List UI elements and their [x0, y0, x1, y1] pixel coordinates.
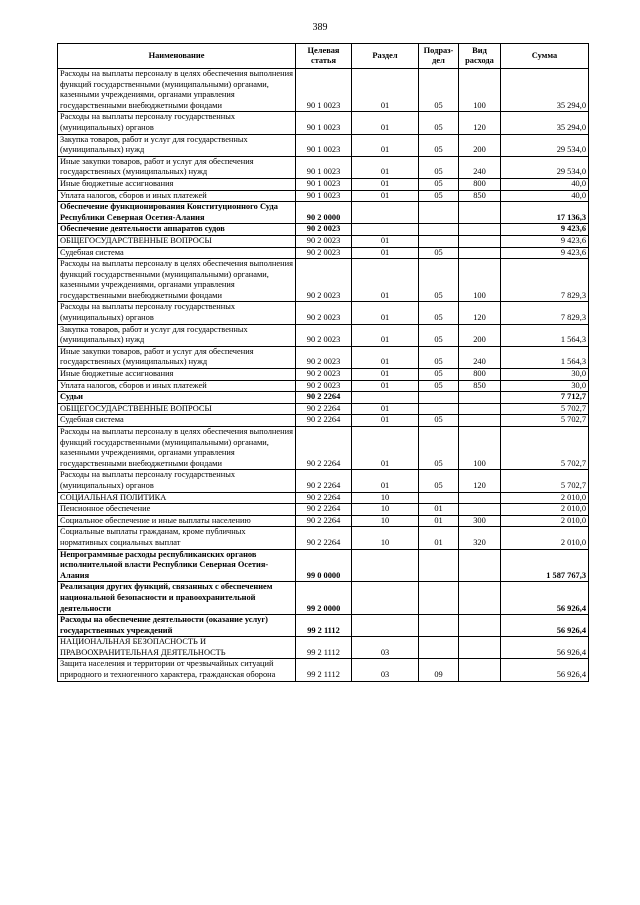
- cell-section: [352, 224, 419, 236]
- cell-section: 01: [352, 69, 419, 112]
- cell-type: [459, 492, 501, 504]
- cell-subsection: 01: [419, 527, 459, 549]
- cell-name: Непрограммные расходы республиканских органов исполнительной власти Республики Северная Осетия-Алания: [58, 549, 296, 582]
- cell-type: 300: [459, 515, 501, 527]
- cell-code: 90 2 0000: [296, 202, 352, 224]
- header-section: Раздел: [352, 44, 419, 69]
- cell-type: [459, 247, 501, 259]
- cell-code: 90 2 0023: [296, 380, 352, 392]
- cell-name: Социальные выплаты гражданам, кроме публичных нормативных социальных выплат: [58, 527, 296, 549]
- cell-section: 10: [352, 492, 419, 504]
- table-row: [58, 659, 589, 681]
- cell-subsection: 05: [419, 369, 459, 381]
- cell-sum: 2 010,0: [501, 492, 589, 504]
- table-row: [58, 427, 589, 470]
- cell-name: Реализация других функций, связанных с обеспечением национальной безопасности и правоохранительной деятельности: [58, 582, 296, 615]
- table-row: [58, 637, 589, 659]
- table-row: [58, 134, 589, 156]
- cell-subsection: 05: [419, 380, 459, 392]
- cell-name: Судьи: [58, 392, 296, 404]
- cell-section: 01: [352, 346, 419, 368]
- cell-sum: 29 534,0: [501, 156, 589, 178]
- cell-subsection: [419, 392, 459, 404]
- cell-subsection: [419, 582, 459, 615]
- cell-sum: 56 926,4: [501, 659, 589, 681]
- table-row: [58, 380, 589, 392]
- cell-sum: 9 423,6: [501, 235, 589, 247]
- cell-subsection: 05: [419, 134, 459, 156]
- cell-sum: 9 423,6: [501, 224, 589, 236]
- cell-sum: 9 423,6: [501, 247, 589, 259]
- cell-type: [459, 235, 501, 247]
- table-row: [58, 224, 589, 236]
- cell-code: 90 1 0023: [296, 178, 352, 190]
- cell-subsection: 05: [419, 190, 459, 202]
- cell-code: 90 2 2264: [296, 427, 352, 470]
- cell-sum: 7 829,3: [501, 302, 589, 324]
- cell-type: 120: [459, 302, 501, 324]
- cell-subsection: 05: [419, 324, 459, 346]
- cell-code: 90 2 0023: [296, 324, 352, 346]
- cell-subsection: 09: [419, 659, 459, 681]
- cell-name: Расходы на выплаты персоналу в целях обеспечения выполнения функций государственными (муниципальными) органами, казенными учреждениями, органами управления государственными внебюджетными фондами: [58, 259, 296, 302]
- table-row: [58, 259, 589, 302]
- cell-type: 100: [459, 427, 501, 470]
- cell-section: 01: [352, 112, 419, 134]
- cell-type: 320: [459, 527, 501, 549]
- cell-name: Расходы на выплаты персоналу государственных (муниципальных) органов: [58, 112, 296, 134]
- cell-type: [459, 504, 501, 516]
- cell-code: 90 2 0023: [296, 259, 352, 302]
- cell-code: 90 2 2264: [296, 492, 352, 504]
- cell-subsection: 05: [419, 156, 459, 178]
- table-row: [58, 112, 589, 134]
- cell-code: 90 2 2264: [296, 504, 352, 516]
- table-row: [58, 190, 589, 202]
- cell-type: [459, 615, 501, 637]
- cell-code: 90 2 0023: [296, 235, 352, 247]
- cell-type: 240: [459, 156, 501, 178]
- header-code: Целевая статья: [296, 44, 352, 69]
- cell-sum: 2 010,0: [501, 504, 589, 516]
- header-subsection: Подраз-дел: [419, 44, 459, 69]
- cell-sum: 1 564,3: [501, 324, 589, 346]
- table-row: [58, 527, 589, 549]
- cell-type: 120: [459, 112, 501, 134]
- cell-subsection: [419, 224, 459, 236]
- cell-section: 10: [352, 527, 419, 549]
- cell-type: 200: [459, 324, 501, 346]
- cell-code: 90 1 0023: [296, 69, 352, 112]
- cell-type: 800: [459, 369, 501, 381]
- cell-name: Обеспечение деятельности аппаратов судов: [58, 224, 296, 236]
- table-row: [58, 470, 589, 492]
- cell-sum: 56 926,4: [501, 582, 589, 615]
- cell-type: 120: [459, 470, 501, 492]
- cell-code: 99 0 0000: [296, 549, 352, 582]
- cell-name: Расходы на выплаты персоналу в целях обеспечения выполнения функций государственными (муниципальными) органами, казенными учреждениями, органами управления государственными внебюджетными фондами: [58, 427, 296, 470]
- cell-code: 90 2 2264: [296, 470, 352, 492]
- table-row: [58, 504, 589, 516]
- cell-section: 01: [352, 403, 419, 415]
- cell-name: Иные бюджетные ассигнования: [58, 178, 296, 190]
- cell-sum: 5 702,7: [501, 470, 589, 492]
- cell-type: 850: [459, 380, 501, 392]
- cell-subsection: 05: [419, 112, 459, 134]
- cell-name: Закупка товаров, работ и услуг для государственных (муниципальных) нужд: [58, 324, 296, 346]
- cell-name: НАЦИОНАЛЬНАЯ БЕЗОПАСНОСТЬ И ПРАВООХРАНИТЕЛЬНАЯ ДЕЯТЕЛЬНОСТЬ: [58, 637, 296, 659]
- cell-section: [352, 582, 419, 615]
- cell-name: Расходы на выплаты персоналу в целях обеспечения выполнения функций государственными (муниципальными) органами, казенными учреждениями, органами управления государственными внебюджетными фондами: [58, 69, 296, 112]
- table-row: [58, 415, 589, 427]
- table-row: [58, 582, 589, 615]
- cell-subsection: [419, 403, 459, 415]
- cell-type: [459, 392, 501, 404]
- cell-type: [459, 403, 501, 415]
- cell-sum: 40,0: [501, 178, 589, 190]
- cell-sum: 5 702,7: [501, 427, 589, 470]
- cell-section: 01: [352, 190, 419, 202]
- cell-sum: 35 294,0: [501, 112, 589, 134]
- cell-sum: 5 702,7: [501, 415, 589, 427]
- cell-code: 90 2 0023: [296, 302, 352, 324]
- cell-type: [459, 415, 501, 427]
- cell-subsection: 05: [419, 415, 459, 427]
- table-row: [58, 369, 589, 381]
- cell-type: [459, 582, 501, 615]
- table-row: [58, 178, 589, 190]
- cell-name: Расходы на выплаты персоналу государственных (муниципальных) органов: [58, 470, 296, 492]
- cell-section: 01: [352, 178, 419, 190]
- cell-type: 100: [459, 259, 501, 302]
- table-row: [58, 324, 589, 346]
- cell-sum: 1 564,3: [501, 346, 589, 368]
- cell-code: 90 2 2264: [296, 392, 352, 404]
- cell-subsection: 01: [419, 504, 459, 516]
- cell-subsection: [419, 637, 459, 659]
- cell-name: Закупка товаров, работ и услуг для государственных (муниципальных) нужд: [58, 134, 296, 156]
- cell-code: 90 2 2264: [296, 527, 352, 549]
- cell-name: Социальное обеспечение и иные выплаты населению: [58, 515, 296, 527]
- cell-subsection: [419, 549, 459, 582]
- cell-name: Обеспечение функционирования Конституционного Суда Республики Северная Осетия-Алания: [58, 202, 296, 224]
- cell-subsection: 05: [419, 178, 459, 190]
- cell-subsection: 05: [419, 470, 459, 492]
- table-row: [58, 615, 589, 637]
- cell-code: 90 2 2264: [296, 415, 352, 427]
- cell-section: 10: [352, 504, 419, 516]
- table-row: [58, 156, 589, 178]
- cell-name: Уплата налогов, сборов и иных платежей: [58, 380, 296, 392]
- cell-type: [459, 224, 501, 236]
- cell-sum: 2 010,0: [501, 527, 589, 549]
- table-row: [58, 492, 589, 504]
- table-row: [58, 235, 589, 247]
- cell-type: [459, 637, 501, 659]
- cell-sum: 1 587 767,3: [501, 549, 589, 582]
- cell-section: 01: [352, 259, 419, 302]
- cell-section: [352, 549, 419, 582]
- cell-name: ОБЩЕГОСУДАРСТВЕННЫЕ ВОПРОСЫ: [58, 403, 296, 415]
- cell-code: 90 2 0023: [296, 346, 352, 368]
- budget-table: [57, 43, 589, 682]
- cell-name: Судебная система: [58, 415, 296, 427]
- cell-name: Расходы на выплаты персоналу государственных (муниципальных) органов: [58, 302, 296, 324]
- cell-code: 90 2 0023: [296, 247, 352, 259]
- cell-section: 01: [352, 415, 419, 427]
- cell-subsection: [419, 615, 459, 637]
- cell-subsection: [419, 235, 459, 247]
- cell-subsection: 05: [419, 259, 459, 302]
- cell-sum: 7 712,7: [501, 392, 589, 404]
- table-row: [58, 302, 589, 324]
- cell-section: 10: [352, 515, 419, 527]
- cell-type: 800: [459, 178, 501, 190]
- header-sum: Сумма: [501, 44, 589, 69]
- cell-section: 01: [352, 324, 419, 346]
- cell-sum: 30,0: [501, 369, 589, 381]
- cell-code: 99 2 1112: [296, 637, 352, 659]
- cell-section: 01: [352, 235, 419, 247]
- cell-sum: 2 010,0: [501, 515, 589, 527]
- cell-name: Расходы на обеспечение деятельности (оказание услуг) государственных учреждений: [58, 615, 296, 637]
- cell-type: 100: [459, 69, 501, 112]
- cell-subsection: 05: [419, 247, 459, 259]
- cell-subsection: 05: [419, 346, 459, 368]
- cell-type: [459, 202, 501, 224]
- cell-code: 90 2 2264: [296, 515, 352, 527]
- cell-name: Иные бюджетные ассигнования: [58, 369, 296, 381]
- header-type: Вид расхода: [459, 44, 501, 69]
- cell-sum: 29 534,0: [501, 134, 589, 156]
- cell-section: 01: [352, 470, 419, 492]
- cell-section: 01: [352, 302, 419, 324]
- table-row: [58, 69, 589, 112]
- cell-code: 90 1 0023: [296, 156, 352, 178]
- cell-type: 200: [459, 134, 501, 156]
- cell-sum: 56 926,4: [501, 637, 589, 659]
- cell-sum: 5 702,7: [501, 403, 589, 415]
- cell-name: Иные закупки товаров, работ и услуг для обеспечения государственных (муниципальных) нужд: [58, 156, 296, 178]
- cell-code: 90 1 0023: [296, 134, 352, 156]
- cell-name: Защита населения и территории от чрезвычайных ситуаций природного и техногенного характера, гражданская оборона: [58, 659, 296, 681]
- cell-name: Уплата налогов, сборов и иных платежей: [58, 190, 296, 202]
- cell-code: 90 2 0023: [296, 224, 352, 236]
- cell-section: [352, 202, 419, 224]
- cell-section: 03: [352, 637, 419, 659]
- header-name: Наименование: [58, 44, 296, 69]
- cell-section: 01: [352, 369, 419, 381]
- cell-code: 90 2 2264: [296, 403, 352, 415]
- cell-type: 240: [459, 346, 501, 368]
- cell-code: 99 2 1112: [296, 659, 352, 681]
- cell-name: ОБЩЕГОСУДАРСТВЕННЫЕ ВОПРОСЫ: [58, 235, 296, 247]
- cell-sum: 7 829,3: [501, 259, 589, 302]
- cell-section: 03: [352, 659, 419, 681]
- table-row: [58, 549, 589, 582]
- cell-type: [459, 549, 501, 582]
- cell-section: 01: [352, 156, 419, 178]
- cell-section: 01: [352, 247, 419, 259]
- cell-section: 01: [352, 134, 419, 156]
- cell-name: Пенсионное обеспечение: [58, 504, 296, 516]
- page-number: 389: [312, 22, 328, 33]
- cell-type: 850: [459, 190, 501, 202]
- cell-section: [352, 392, 419, 404]
- cell-sum: 40,0: [501, 190, 589, 202]
- cell-type: [459, 659, 501, 681]
- cell-section: [352, 615, 419, 637]
- cell-sum: 56 926,4: [501, 615, 589, 637]
- table-row: [58, 392, 589, 404]
- table-header-row: [58, 44, 589, 69]
- cell-name: СОЦИАЛЬНАЯ ПОЛИТИКА: [58, 492, 296, 504]
- cell-subsection: [419, 202, 459, 224]
- cell-subsection: 01: [419, 515, 459, 527]
- cell-code: 90 2 0023: [296, 369, 352, 381]
- table-row: [58, 247, 589, 259]
- cell-code: 90 1 0023: [296, 190, 352, 202]
- cell-sum: 17 136,3: [501, 202, 589, 224]
- cell-name: Иные закупки товаров, работ и услуг для обеспечения государственных (муниципальных) нужд: [58, 346, 296, 368]
- cell-code: 99 2 0000: [296, 582, 352, 615]
- cell-code: 99 2 1112: [296, 615, 352, 637]
- cell-sum: 35 294,0: [501, 69, 589, 112]
- cell-code: 90 1 0023: [296, 112, 352, 134]
- table-row: [58, 346, 589, 368]
- cell-subsection: 05: [419, 69, 459, 112]
- cell-subsection: 05: [419, 427, 459, 470]
- cell-section: 01: [352, 427, 419, 470]
- table-row: [58, 202, 589, 224]
- table-row: [58, 403, 589, 415]
- cell-sum: 30,0: [501, 380, 589, 392]
- cell-name: Судебная система: [58, 247, 296, 259]
- cell-section: 01: [352, 380, 419, 392]
- cell-subsection: [419, 492, 459, 504]
- table-body: [58, 69, 589, 682]
- table-row: [58, 515, 589, 527]
- cell-subsection: 05: [419, 302, 459, 324]
